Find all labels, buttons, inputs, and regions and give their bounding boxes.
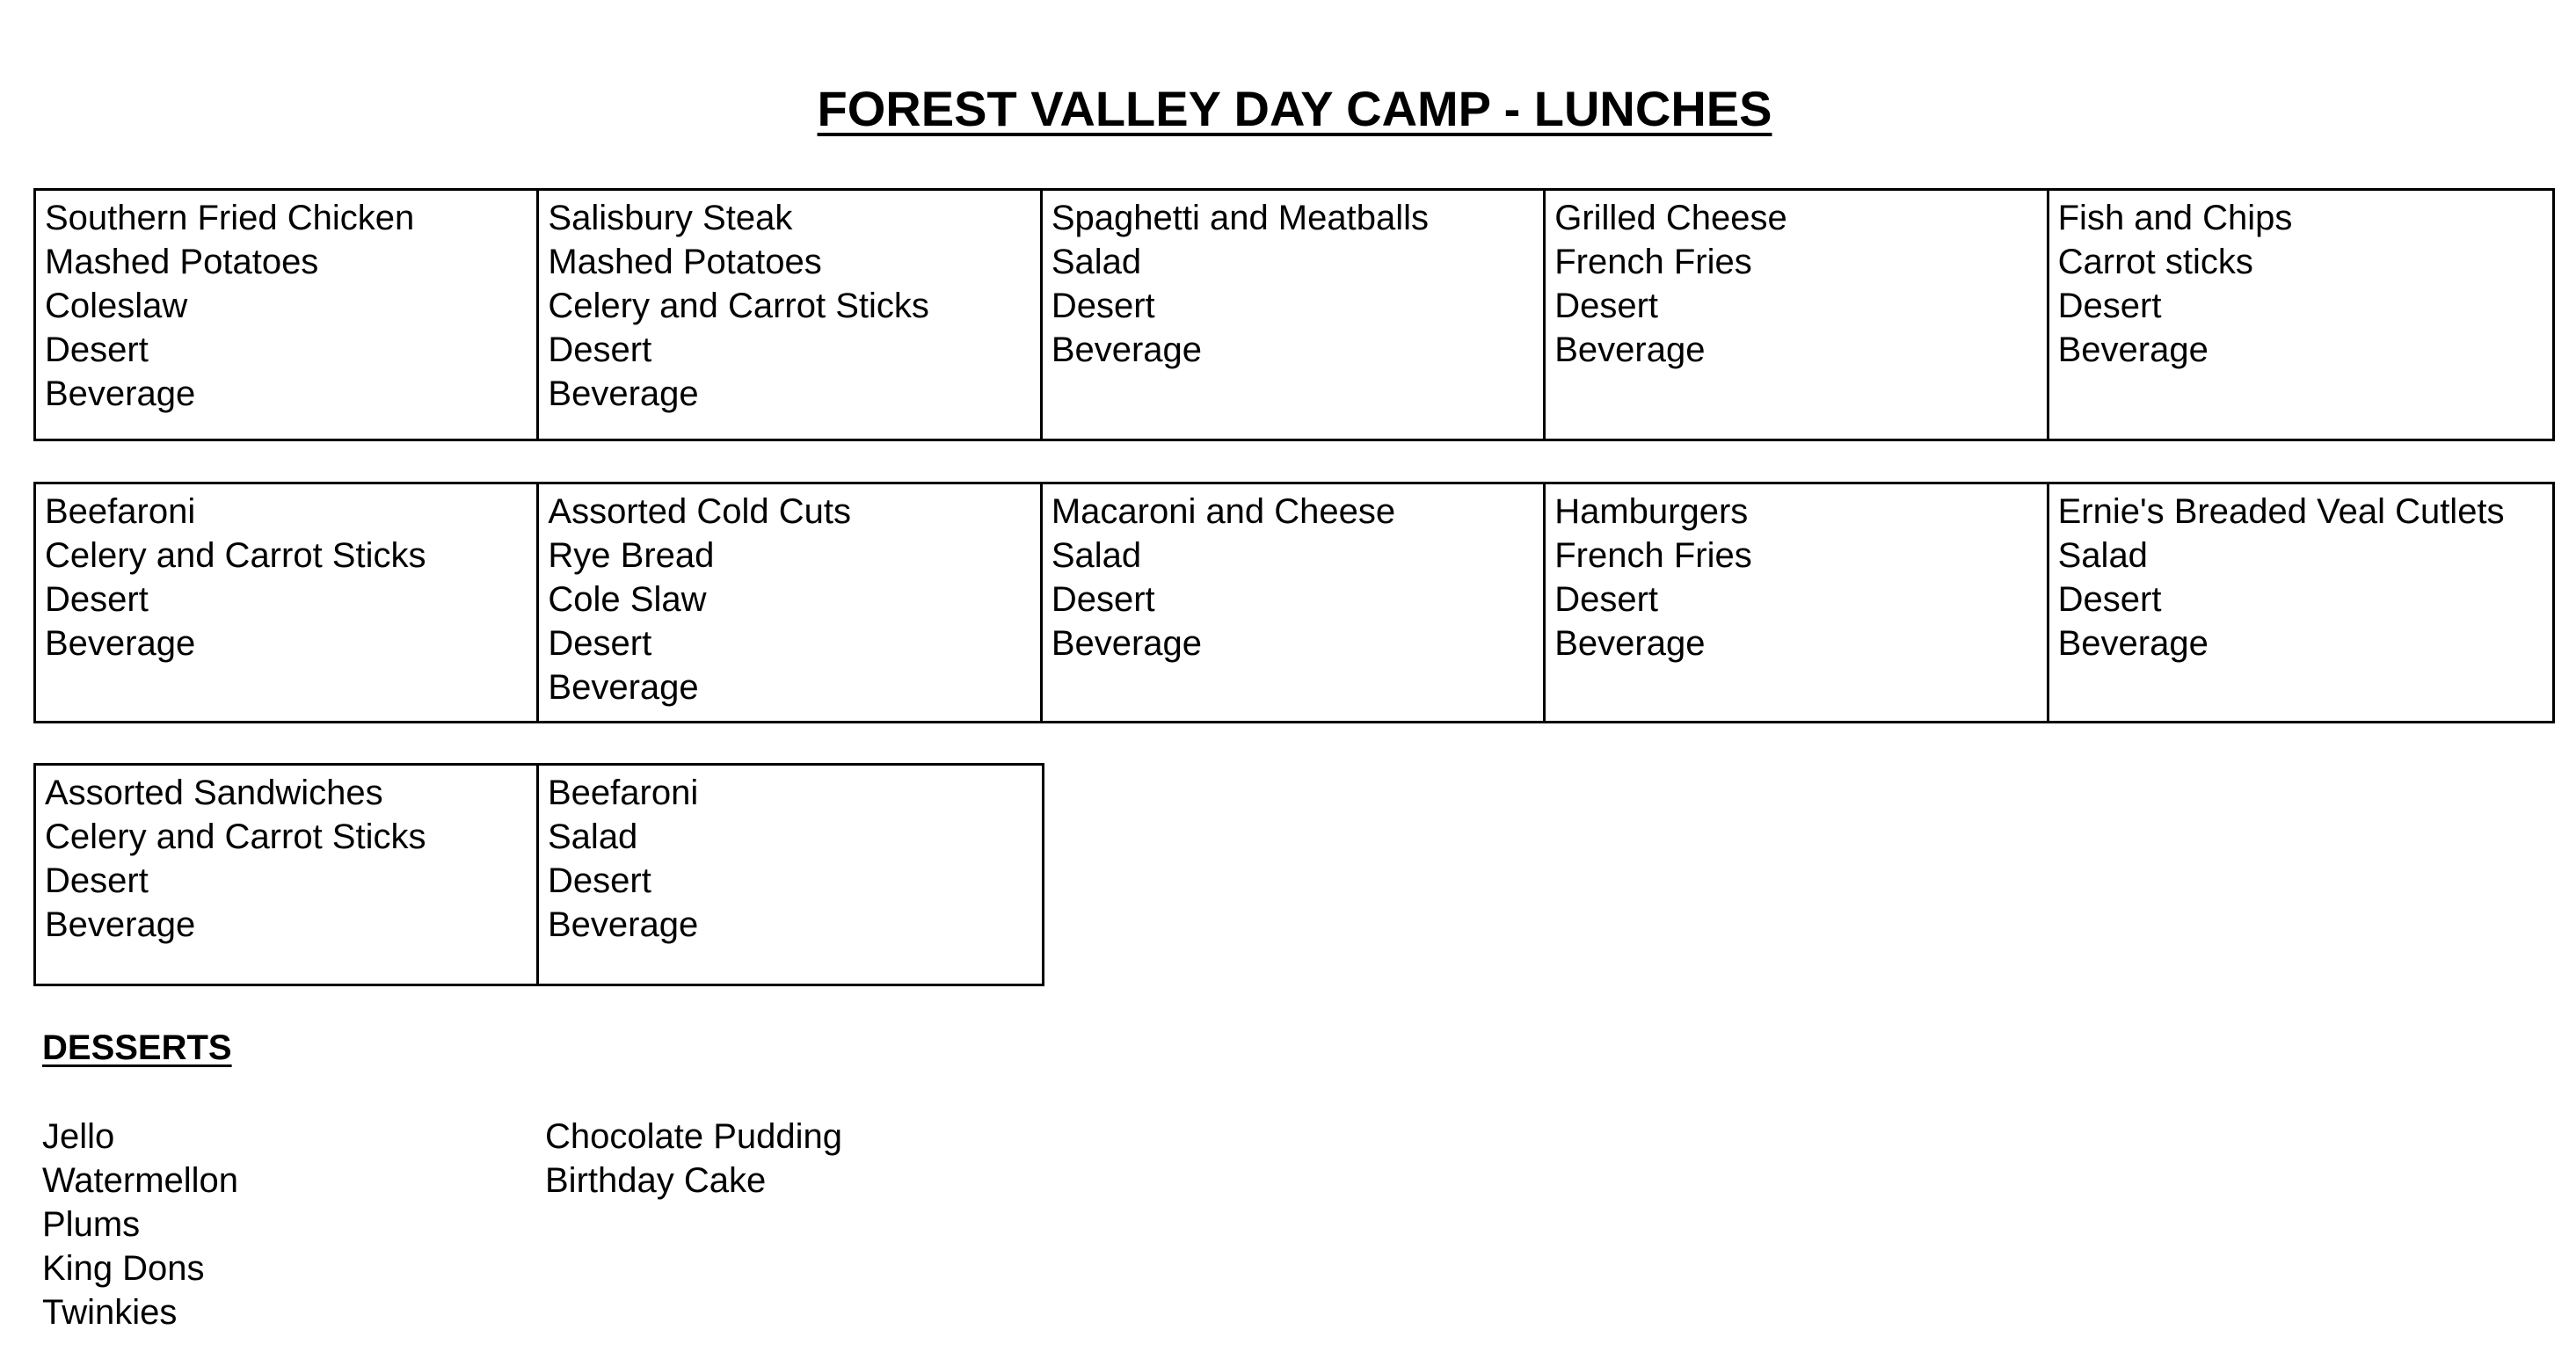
menu-item: Coleslaw: [45, 287, 188, 325]
dessert-item: Chocolate Pudding: [545, 1117, 843, 1156]
dessert-item: Birthday Cake: [545, 1161, 767, 1200]
dessert-item: Twinkies: [42, 1293, 178, 1332]
lunch-menu-cell: [1043, 484, 1546, 721]
lunch-menu-cell: [539, 766, 1042, 984]
menu-item: Salad: [2057, 536, 2148, 575]
menu-item: Beverage: [45, 624, 196, 663]
dessert-item: King Dons: [42, 1249, 205, 1288]
menu-item: Beefaroni: [45, 492, 196, 531]
menu-item: Salad: [1051, 536, 1142, 575]
menu-item: Mashed Potatoes: [45, 243, 319, 281]
menu-item: Beverage: [1051, 331, 1203, 369]
dessert-item: Jello: [42, 1117, 115, 1156]
lunch-menu-cell: [1546, 191, 2048, 439]
menu-item: Beefaroni: [548, 774, 699, 812]
menu-item: Macaroni and Cheese: [1051, 492, 1396, 531]
desserts-list: [42, 1115, 238, 1334]
desserts-heading: DESSERTS: [42, 1028, 232, 1067]
menu-item: Beverage: [45, 374, 196, 413]
lunch-menu-cell: [2049, 484, 2552, 721]
menu-item: Desert: [2057, 287, 2162, 325]
menu-item: Desert: [45, 861, 149, 900]
menu-item: Desert: [548, 624, 652, 663]
menu-item: Salad: [548, 817, 638, 856]
menu-item: Desert: [2057, 580, 2162, 619]
menu-item: Beverage: [548, 905, 699, 944]
menu-item: Desert: [1554, 287, 1659, 325]
page-title: FOREST VALLEY DAY CAMP - LUNCHES: [817, 81, 1772, 136]
menu-item: Beverage: [548, 668, 699, 707]
menu-item: Grilled Cheese: [1554, 199, 1787, 237]
menu-item: Fish and Chips: [2057, 199, 2293, 237]
menu-item: Desert: [1051, 580, 1155, 619]
menu-item: Beverage: [45, 905, 196, 944]
dessert-item: Plums: [42, 1205, 141, 1244]
menu-item: Beverage: [1554, 624, 1706, 663]
lunch-menu-cell: [539, 484, 1042, 721]
lunch-menu-cell: [1546, 484, 2048, 721]
menu-item: Desert: [1051, 287, 1155, 325]
lunch-menu-row: [33, 763, 1044, 986]
menu-item: French Fries: [1554, 243, 1752, 281]
lunch-menu-row: [33, 188, 2555, 441]
menu-item: Beverage: [1051, 624, 1203, 663]
menu-item: Mashed Potatoes: [548, 243, 822, 281]
menu-item: Southern Fried Chicken: [45, 199, 415, 237]
menu-item: Ernie's Breaded Veal Cutlets: [2057, 492, 2505, 531]
menu-item: Rye Bread: [548, 536, 715, 575]
desserts-list: [545, 1115, 842, 1203]
menu-item: Beverage: [2057, 624, 2209, 663]
menu-item: Assorted Sandwiches: [45, 774, 383, 812]
lunch-menu-cell: [36, 766, 539, 984]
dessert-item: Watermellon: [42, 1161, 239, 1200]
menu-item: Celery and Carrot Sticks: [45, 817, 426, 856]
menu-item: Beverage: [1554, 331, 1706, 369]
lunch-menu-cell: [539, 191, 1042, 439]
menu-item: Desert: [548, 331, 652, 369]
menu-item: Salisbury Steak: [548, 199, 793, 237]
lunch-menu-cell: [2049, 191, 2552, 439]
menu-item: Desert: [1554, 580, 1659, 619]
menu-item: Beverage: [548, 374, 699, 413]
menu-item: Cole Slaw: [548, 580, 707, 619]
menu-item: Salad: [1051, 243, 1142, 281]
menu-item: Beverage: [2057, 331, 2209, 369]
menu-item: Celery and Carrot Sticks: [548, 287, 929, 325]
menu-item: Carrot sticks: [2057, 243, 2253, 281]
lunch-menu-cell: [1043, 191, 1546, 439]
menu-item: Hamburgers: [1554, 492, 1749, 531]
menu-item: Desert: [548, 861, 651, 900]
lunch-menu-row: [33, 482, 2555, 723]
menu-item: Celery and Carrot Sticks: [45, 536, 426, 575]
menu-item: Assorted Cold Cuts: [548, 492, 851, 531]
menu-item: Desert: [45, 580, 149, 619]
menu-item: Spaghetti and Meatballs: [1051, 199, 1429, 237]
lunch-menu-cell: [36, 191, 539, 439]
menu-item: Desert: [45, 331, 149, 369]
lunch-menu-cell: [36, 484, 539, 721]
menu-item: French Fries: [1554, 536, 1752, 575]
